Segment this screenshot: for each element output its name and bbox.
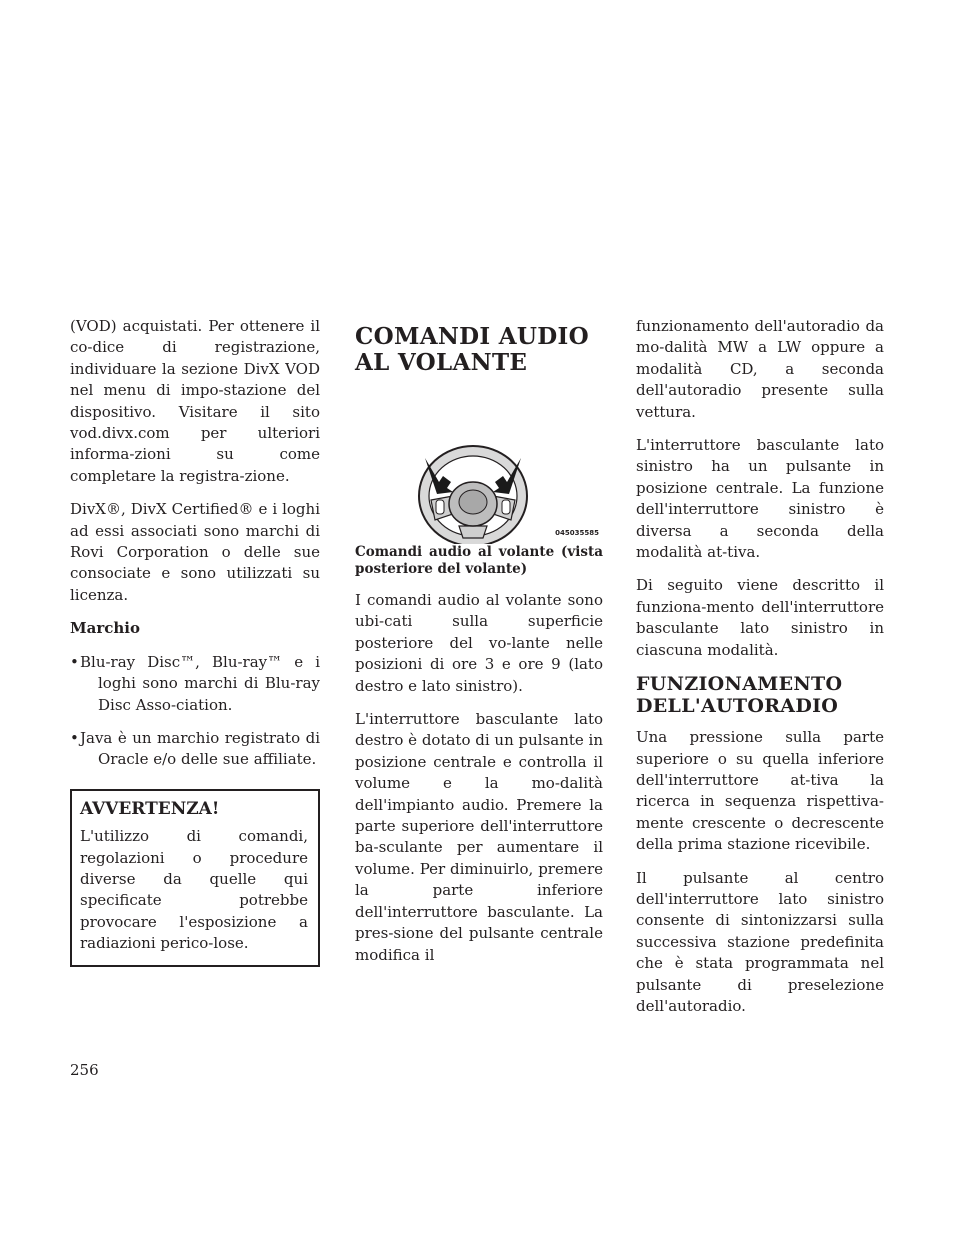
warning-box	[70, 789, 320, 967]
steering-wheel-figure	[355, 438, 603, 544]
list-item: •Blu-ray Disc™, Blu-ray™ e i loghi sono marchi di Blu-ray Disc Asso-ciation.	[70, 652, 320, 714]
bullet-icon: •	[70, 728, 79, 747]
paragraph-right-switch: L'interruttore basculante lato destro è dotato di un pulsante in posizione centrale e controlla il volume e la mo-dalità dell'impianto audio. Premere la parte superiore dell'interruttore ba-sculante per aumentare il volume. Per diminuirlo, premere la parte inferiore dell'interruttore basculante. La pres-sione del pulsante centrale modifica il	[355, 710, 603, 964]
section-heading-comandi-audio: COMANDI AUDIO AL VOLANTE	[355, 323, 589, 376]
trademark-list	[70, 652, 320, 771]
paragraph-divx: DivX®, DivX Certified® e i loghi ad essi associati sono marchi di Rovi Corporation o delle sue consociate e sono utilizzati su licenza.	[70, 500, 320, 604]
paragraph-preset: Il pulsante al centro dell'interruttore lato sinistro consente di sintonizzarsi sulla successiva stazione predefinita che è stata programmata nel pulsante di preselezione dell'autoradio.	[636, 868, 884, 1015]
paragraph-continuation: funzionamento dell'autoradio da mo-dalità MW a LW oppure a modalità CD, a seconda dell'autoradio presente sulla vettura.	[636, 317, 884, 421]
paragraph-description: Di seguito viene descritto il funziona-mento dell'interruttore basculante lato sinistro in ciascuna modalità.	[636, 576, 884, 659]
figure-caption: Comandi audio al volante (vista posteriore del volante)	[355, 544, 603, 577]
right-column	[636, 316, 884, 1029]
section-heading-funzionamento: FUNZIONAMENTO DELL'AUTORADIO	[636, 673, 843, 718]
paragraph-seek: Una pressione sulla parte superiore o su quella inferiore dell'interruttore at-tiva la ricerca in sequenza rispettiva-mente crescente o decrescente della prima stazione ricevibile.	[636, 728, 884, 854]
warning-text: L'utilizzo di comandi, regolazioni o procedure diverse da quelle qui specificate potrebbe provocare l'esposizione a radiazioni perico-lose.	[80, 827, 308, 953]
list-item: •Java è un marchio registrato di Oracle e/o delle sue affiliate.	[70, 728, 320, 769]
paragraph-position: I comandi audio al volante sono ubi-cati sulla superficie posteriore del vo-lante nelle posizioni di ore 3 e ore 9 (lato destro e lato sinistro).	[355, 591, 603, 695]
paragraph-vod: (VOD) acquistati. Per ottenere il co-dice di registrazione, individuare la sezione DivX VOD nel menu di impo-stazione del dispositivo. Visitare il sito vod.divx.com per ulteriori informa-zioni su come completare la registra-zione.	[70, 317, 320, 485]
figure-code: 045035585	[555, 528, 599, 537]
left-column	[70, 316, 320, 967]
warning-title: AVVERTENZA!	[80, 798, 220, 819]
heading-marchio: Marchio	[70, 619, 140, 638]
paragraph-left-switch: L'interruttore basculante lato sinistro ha un pulsante in posizione centrale. La funzione dell'interruttore sinistro è diversa a seconda della modalità at-tiva.	[636, 436, 884, 562]
bullet-icon: •	[70, 652, 79, 671]
middle-column	[355, 316, 603, 978]
page-number: 256	[70, 1061, 99, 1079]
